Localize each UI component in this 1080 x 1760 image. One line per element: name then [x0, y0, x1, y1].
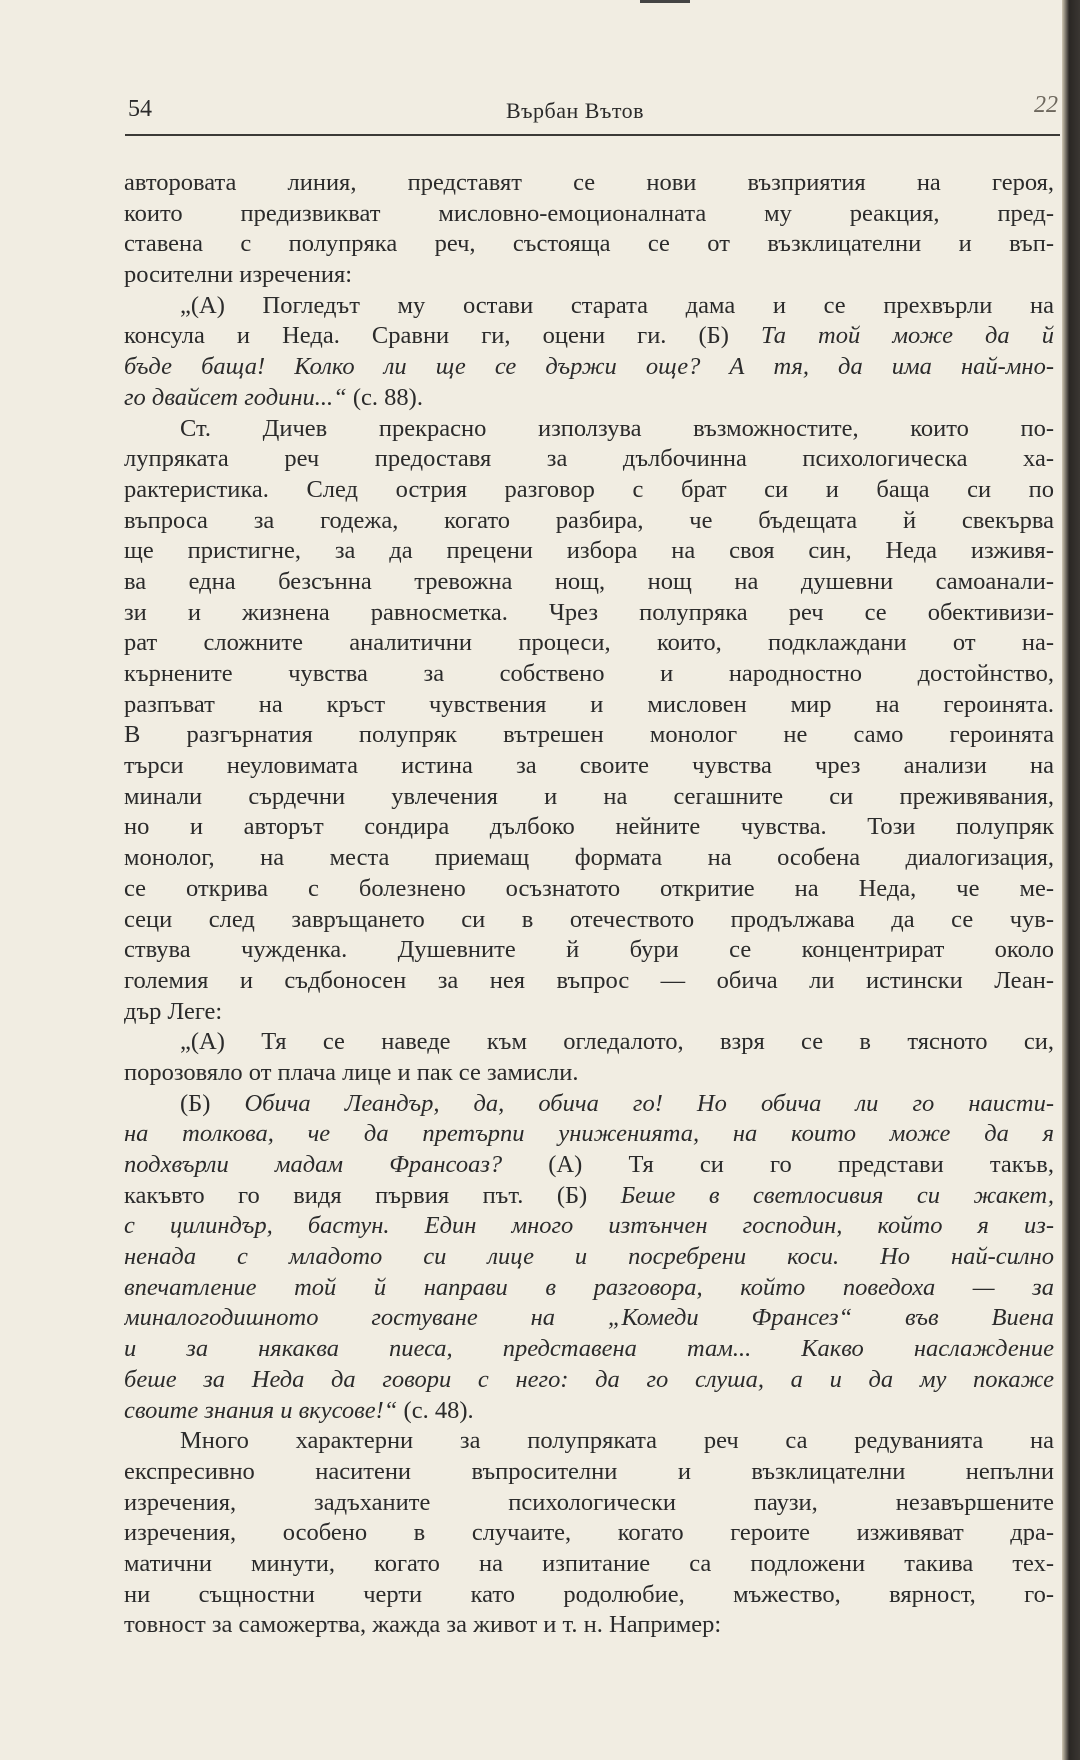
text-segment: търси неуловимата истина за своите чувства чрез анализи на — [124, 752, 1054, 780]
header-rule — [125, 134, 1060, 136]
text-segment: които предизвикват мисловно-емоционалната му реакция, пред- — [124, 199, 1054, 227]
italic-text-segment: и за някаква пиеса, представена там... Какво наслаждение — [124, 1335, 1054, 1363]
text-line — [124, 751, 1054, 782]
text-line — [124, 352, 1054, 383]
text-segment: Много характерни за полупряката реч са редуванията на — [180, 1427, 1054, 1455]
text-line — [124, 414, 1054, 445]
text-line — [124, 1488, 1054, 1519]
body-text — [124, 168, 1054, 1641]
text-line — [124, 1396, 1054, 1427]
text-segment: (Б) — [180, 1089, 245, 1117]
text-segment: порозовяло от плача лице и пак се замисли. — [124, 1058, 579, 1086]
text-segment: В разгърнатия полупряк вътрешен монолог не само героинята — [124, 721, 1054, 749]
text-segment: „(А) Тя се наведе към огледалото, взря се в тясното си, — [180, 1028, 1054, 1056]
text-segment: консула и Неда. Сравни ги, оцени ги. (Б) — [124, 322, 761, 350]
text-segment: изречения, задъханите психологически паузи, незавършените — [124, 1488, 1054, 1516]
text-segment: ва една безсънна тревожна нощ, нощ на душевни самоанали- — [124, 567, 1054, 595]
text-line — [124, 659, 1054, 690]
text-line — [124, 444, 1054, 475]
text-line — [124, 567, 1054, 598]
text-line — [124, 812, 1054, 843]
text-line — [124, 475, 1054, 506]
text-segment: кърнените чувства за собствено и народностно достойнство, — [124, 660, 1054, 687]
text-line — [124, 1580, 1054, 1611]
text-segment: разпъват на кръст чувствения и мисловен мир на героинята. — [124, 690, 1054, 718]
text-line — [124, 1119, 1054, 1150]
text-line — [124, 628, 1054, 659]
text-line — [124, 1457, 1054, 1488]
italic-text-segment: беше за Неда да говори с него: да го слуша, а и да му покаже — [124, 1365, 1054, 1393]
text-line — [124, 1549, 1054, 1580]
text-segment: се открива с болезнено осъзнатото откритие на Неда, че ме- — [124, 874, 1054, 902]
italic-text-segment: Та той може да й — [760, 322, 1054, 350]
text-segment: но и авторът сондира дълбоко нейните чувства. Този полупряк — [124, 813, 1054, 841]
text-segment: (с. 88). — [346, 383, 423, 411]
text-line — [124, 1518, 1054, 1549]
text-line — [124, 1273, 1054, 1304]
text-segment: монолог, на места приемащ формата на особена диалогизация, — [124, 844, 1054, 872]
text-line — [124, 966, 1054, 997]
italic-text-segment: Беше в светлосивия си жакет, — [620, 1181, 1054, 1209]
text-line — [124, 1242, 1054, 1273]
text-line — [124, 598, 1054, 629]
italic-text-segment: Обича Леандър, да, обича го! Но обича ли го наисти- — [244, 1089, 1054, 1117]
text-line — [124, 1211, 1054, 1242]
text-segment: росителни изречения: — [124, 261, 353, 289]
italic-text-segment: впечатление той й направи в разговора, който поведоха — за — [124, 1273, 1054, 1301]
text-segment: големия и съдбоносен за нея въпрос — обича ли истински Леан- — [124, 966, 1054, 994]
text-line — [124, 997, 1054, 1028]
text-segment: изречения, особено в случаите, когато героите изживяват дра- — [124, 1519, 1054, 1547]
text-line — [124, 291, 1054, 322]
text-line — [124, 874, 1054, 905]
text-line — [124, 229, 1054, 260]
text-segment: Ст. Дичев прекрасно използува възможностите, които по- — [180, 414, 1054, 442]
text-line — [124, 935, 1054, 966]
text-line — [124, 260, 1054, 291]
text-line — [124, 843, 1054, 874]
text-segment: авторовата линия, представят се нови възприятия на героя, — [124, 169, 1054, 196]
text-line — [124, 536, 1054, 567]
italic-text-segment: своите знания и вкусове!“ — [124, 1396, 398, 1424]
italic-text-segment: ненада с младото си лице и посребрени коси. Но най-силно — [124, 1243, 1054, 1271]
text-segment: рактеристика. След острия разговор с брат си и баща си по — [124, 475, 1054, 503]
text-line — [124, 1610, 1054, 1641]
text-line — [124, 905, 1054, 936]
text-segment: сеци след завръщането си в отечеството продължава да се чув- — [124, 905, 1054, 933]
text-segment: експресивно наситени въпросителни и възклицателни непълни — [124, 1457, 1054, 1485]
text-line — [124, 383, 1054, 414]
text-line — [124, 1426, 1054, 1457]
text-line — [124, 168, 1054, 199]
text-line — [124, 720, 1054, 751]
text-segment: въпроса за годежа, когато разбира, че бъдещата й свекърва — [124, 506, 1054, 534]
book-spine-shadow — [1062, 0, 1080, 1760]
text-line — [124, 1089, 1054, 1120]
text-line — [124, 690, 1054, 721]
text-segment: рат сложните аналитични процеси, които, подклаждани от на- — [124, 629, 1054, 657]
page-header — [128, 92, 1058, 124]
text-segment: зи и жизнена равносметка. Чрез полупряка реч се обективизи- — [124, 598, 1054, 626]
text-segment: ни същностни черти като родолюбие, мъжество, вярност, го- — [124, 1580, 1054, 1608]
text-segment: минали сърдечни увлечения и на сегашните си преживявания, — [124, 782, 1054, 810]
text-segment: лупряката реч предоставя за дълбочинна психологическа ха- — [124, 445, 1054, 473]
text-line — [124, 1303, 1054, 1334]
text-segment: ствува чужденка. Душевните й бури се концентрират около — [124, 936, 1054, 964]
handwritten-page-mark: 22 — [1034, 92, 1058, 118]
text-segment: дър Леге: — [124, 997, 223, 1025]
text-line — [124, 1027, 1054, 1058]
text-segment: „(А) Погледът му остави старата дама и се прехвърли на — [180, 291, 1054, 319]
text-segment: какъвто го видя първия път. (Б) — [124, 1181, 621, 1209]
text-segment: ще пристигне, за да прецени избора на своя син, Неда изживя- — [124, 537, 1054, 565]
running-title: Върбан Вътов — [506, 98, 645, 123]
page-number: 54 — [128, 96, 152, 122]
text-line — [124, 1058, 1054, 1089]
text-line — [124, 1334, 1054, 1365]
italic-text-segment: бъде баща! Колко ли ще се държи още? А тя, да има най-мно- — [124, 353, 1054, 381]
text-line — [124, 1365, 1054, 1396]
text-segment: ставена с полупряка реч, състояща се от възклицателни и въп- — [124, 230, 1054, 258]
italic-text-segment: подхвърли мадам Франсоаз? — [124, 1151, 503, 1178]
top-edge-mark — [640, 0, 690, 3]
italic-text-segment: на толкова, че да претърпи униженията, на които може да я — [124, 1120, 1054, 1148]
text-line — [124, 199, 1054, 230]
text-line — [124, 1181, 1054, 1212]
italic-text-segment: с цилиндър, бастун. Един много изтънчен господин, който я из- — [124, 1212, 1054, 1240]
italic-text-segment: го двайсет години...“ — [124, 383, 347, 411]
text-segment: (с. 48). — [397, 1396, 474, 1424]
text-segment: матични минути, когато на изпитание са подложени такива тех- — [124, 1549, 1054, 1577]
text-line — [124, 782, 1054, 813]
text-line — [124, 321, 1054, 352]
italic-text-segment: миналогодишното гостуване на „Комеди Франсез“ във Виена — [124, 1304, 1054, 1332]
text-line — [124, 1150, 1054, 1181]
text-line — [124, 506, 1054, 537]
text-segment: товност за саможертва, жажда за живот и т. н. Например: — [124, 1611, 722, 1639]
text-segment: (А) Тя си го представи такъв, — [502, 1151, 1054, 1178]
